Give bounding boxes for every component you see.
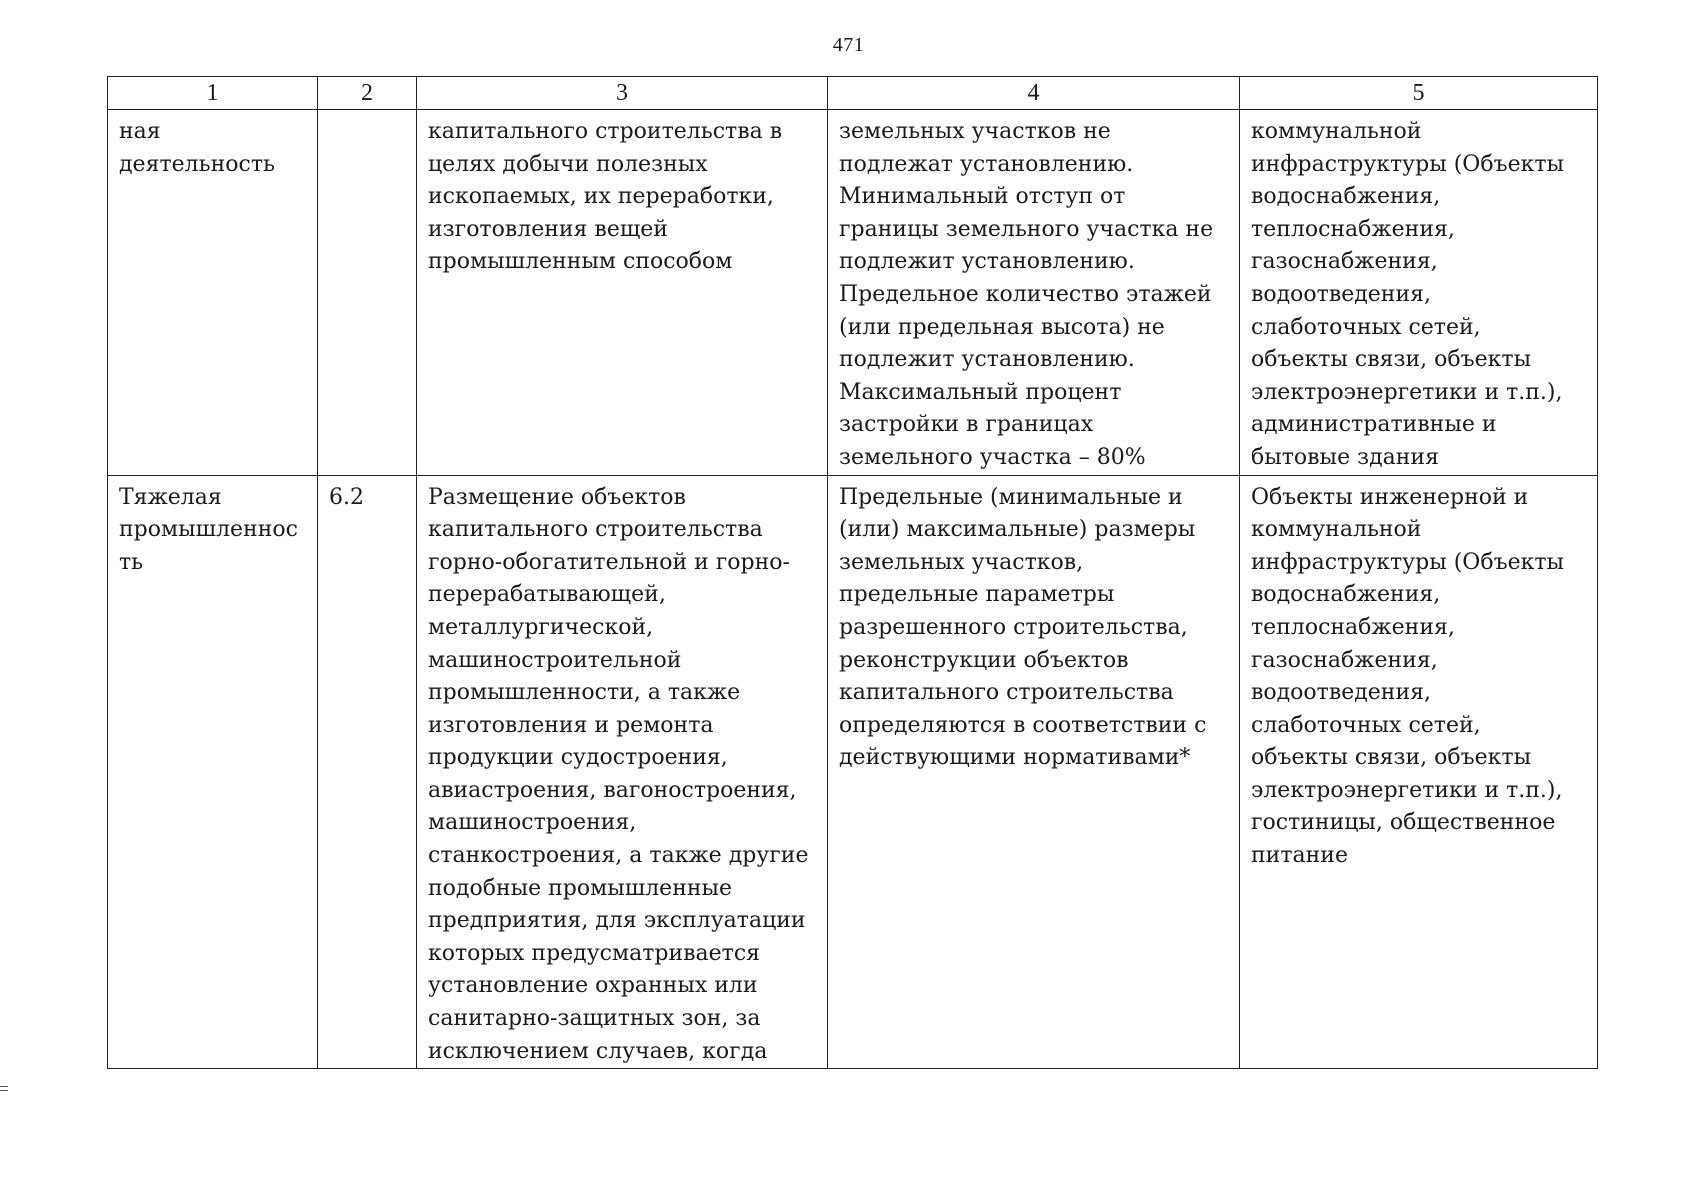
cell-use-description: Размещение объектов капитального строительства горно-обогатительной и горно- перерабатывающей, металлургической, машиностроительной промышленности, а также изготовления и ремонта продукции судостроения, авиастроения, вагоностроения, машиностроения, станкостроения, а также другие подобные промышленные предприятия, для эксплуатации которых предусматривается установление охранных или санитарно-защитных зон, за исключением случаев, когда: [417, 475, 828, 1069]
cell-construction-parameters: Предельные (минимальные и (или) максимальные) размеры земельных участков, предельные параметры разрешенного строительства, реконструкции объектов капитального строительства определяются в соответствии с действующими нормативами*: [828, 475, 1240, 1069]
cell-auxiliary-uses: Объекты инженерной и коммунальной инфраструктуры (Объекты водоснабжения, теплоснабжения, газоснабжения, водоотведения, слаботочных сетей, объекты связи, объекты электроэнергетики и т.п.), гостиницы, общественное питание: [1240, 475, 1598, 1069]
cell-use-type-name: ная деятельность: [108, 110, 318, 476]
table-row: [108, 475, 1598, 1069]
land-use-table: [107, 76, 1598, 1069]
column-header-5: 5: [1240, 77, 1598, 110]
cell-use-type-code: 6.2: [318, 475, 417, 1069]
page-number: 471: [832, 34, 865, 56]
header-row: [108, 77, 1598, 110]
cell-construction-parameters: земельных участков не подлежат установлению. Минимальный отступ от границы земельного участка не подлежит установлению. Предельное количество этажей (или предельная высота) не подлежит установлению. Максимальный процент застройки в границах земельного участка – 80%: [828, 110, 1240, 476]
column-header-3: 3: [417, 77, 828, 110]
column-header-2: 2: [318, 77, 417, 110]
column-header-4: 4: [828, 77, 1240, 110]
cell-auxiliary-uses: коммунальной инфраструктуры (Объекты водоснабжения, теплоснабжения, газоснабжения, водоотведения, слаботочных сетей, объекты связи, объекты электроэнергетики и т.п.), административные и бытовые здания: [1240, 110, 1598, 476]
cell-use-type-code: [318, 110, 417, 476]
cell-use-type-name: Тяжелая промышленнос ть: [108, 475, 318, 1069]
margin-mark: [0, 1086, 8, 1091]
cell-use-description: капитального строительства в целях добычи полезных ископаемых, их переработки, изготовления вещей промышленным способом: [417, 110, 828, 476]
column-header-1: 1: [108, 77, 318, 110]
table-row: [108, 110, 1598, 476]
